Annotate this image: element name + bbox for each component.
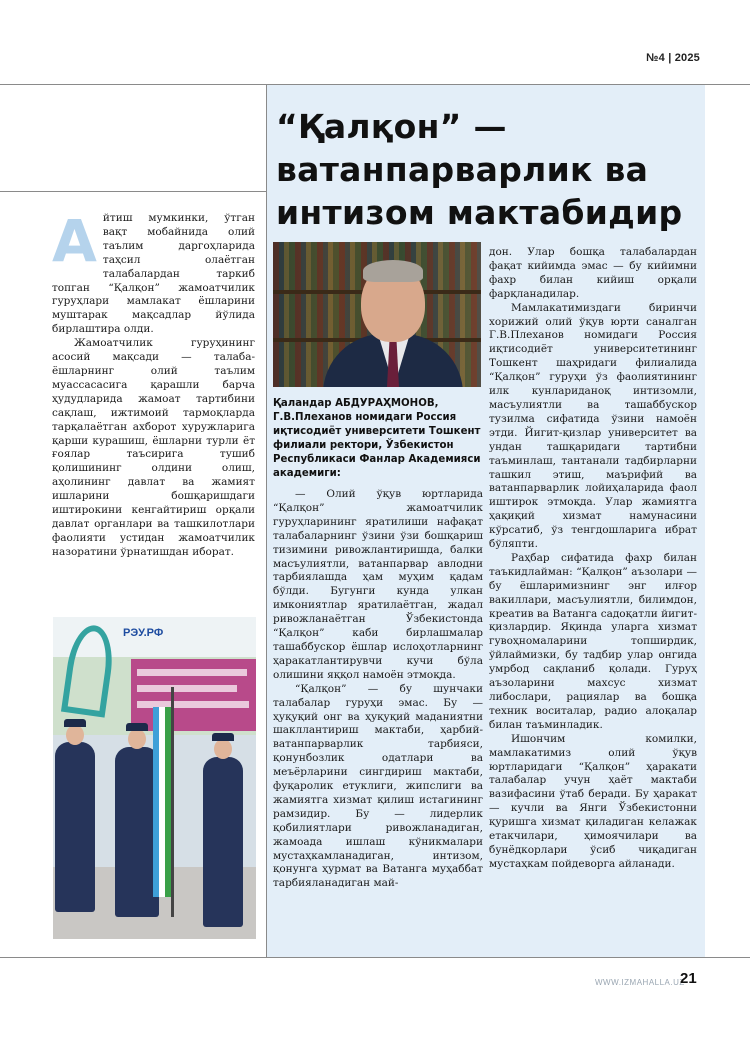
- uzbekistan-flag: [153, 707, 171, 897]
- right-paragraph-4: Ишончим комилки, мамлакатимиз олий ўқув юртларидаги “Қалқон” ҳаракати талабалар учун ҳаёт мактаби вазифасини ўтаб беради. Бу ҳаракат — кучли ва Янги Ўзбекистонни қуришга хизмат қиладиган келажак етакчилари, ҳимоячилари ва бунёдкорлари ўсиб чиқадиган мустаҳкам пойдеворга айланади.: [489, 732, 697, 870]
- middle-paragraph-1: — Олий ўқув юртларида “Қалқон” жамоатчилик гуруҳларининг яратилиши нафақат талабаларнинг ўзини ўзи бошқариш тизимини ривожлантиришда, балки масъулиятли, ватанпарвар авлодни тарбиялашда ҳам муҳим қадам бўлди. Бугунги кунда улкан имкониятлар яратилаётган, жадал ривожланаётган Ўзбекистонда “Қалқон” каби бирлашмалар ташаббускор ёшлар ислоҳотларнинг ҳаракатлантирувчи кучи бўла олишини яққол намоён этмоқда.: [273, 488, 483, 681]
- middle-paragraph-2: “Қалқон” — бу шунчаки талабалар гуруҳи эмас. Бу — ҳуқуқий онг ва ҳуқуқий маданиятни шакллантириш мактаби, ҳарбий-ватанпарварлик тарбияси, қонунбозлик одатлари ва меъёрларини сингдириш мактаби, фуқаролик етуклиги, жипслиги ва жамиятга хизмат қилиш истагининг рамзидир. Бу — лидерлик қобилиятлари ривожланадиган, жамоада ишлаш кўникмалари мустаҳкамланадиган, интизом, қонунга ҳурмат ва Ватанга муҳаббат тарбияланадиган май-: [273, 682, 483, 890]
- left-column: [52, 207, 255, 560]
- bottom-divider: [0, 957, 750, 958]
- title-line-1: “Қалқон” —: [276, 107, 507, 146]
- left-paragraph-2: Жамоатчилик гуруҳининг асосий мақсади — талаба-ёшларнинг олий таълим муассасасига қарашли барча ҳудудларида жамоат тартибини сақлаш, ижтимоий тармоқларда тарқалаётган ахборот хуружларига қарши курашиш, ёшларни турли ёт ғоялар таъсирига тушиб қолишининг олдини олиш, аҳолининг давлат ва жамият ишларини бошқаришдаги иштирокини кенгайтириш орқали давлат органлари ва ташкилотлари фаолияти устидан жамоатчилик назоратини ўрнатишдан иборат.: [52, 337, 255, 558]
- left-paragraph-1-text: йтиш мумкинки, ўтган вақт мобайнида олий таълим даргоҳларида таҳсил олаётган талабалардан таркиб топган “Қалқон” жамоатчилик гуруҳлари мамлакат ёшларини муштарак мақсадлар йўлида бирлаштира олди.: [52, 212, 255, 336]
- right-paragraph-1: дон. Улар бошқа талабалардан фақат кийимда эмас — бу кийимни фахр билан кийиш орқали фарқланадилар.: [489, 246, 697, 300]
- right-column: [489, 246, 697, 872]
- right-paragraph-2: Мамлакатимиздаги биринчи хорижий олий ўқув юрти саналган Г.В.Плеханов номидаги Россия иқтисодиёт университетининг Тошкент шаҳридаги филиалида “Қалқон” гуруҳи ўз фаолиятининг илк кунлариданоқ интизомли, масъулиятли ва ташаббускор тузилма сифатида ўзини намоён этди. Йигит-қизлар университет ва ундан ташқаридаги тартибни таъминлаш, тантанали тадбирларни ташкил этиш, маърифий ва ватанпарварлик лойиҳаларида фаол иштирок этмоқда. Улар жамиятга ҳақиқий хизмат намунасини кўрсатиб, ўз тенгдошларига ибрат бўляпти.: [489, 301, 697, 551]
- column-divider: [266, 84, 267, 957]
- rector-portrait: [273, 242, 481, 387]
- article-title: [276, 105, 696, 234]
- page-number: 21: [680, 970, 697, 987]
- portrait-caption: Қаландар АБДУРАҲМОНОВ, Г.В.Плеханов номидаги Россия иқтисодиёт университети Тошкент филиали ректори, Ўзбекистон Республикаси Фанлар Академияси академиги:: [273, 398, 481, 479]
- title-line-3: интизом мактабидир: [276, 193, 683, 232]
- cadet: [55, 742, 95, 912]
- university-logo: РЭУ.РФ: [123, 627, 164, 639]
- title-line-2: ватанпарварлик ва: [276, 150, 649, 189]
- middle-column: [273, 488, 483, 891]
- right-paragraph-3: Раҳбар сифатида фахр билан таъкидлайман: “Қалқон” аъзолари — бу ёшларимизнинг энг илғор вакиллари, масъулиятли, билимдон, креатив ва Ватанга садоқатли йигит-қизлардир. Яқинда уларга хизмат гувоҳномаларини топширдик, ўйлаймизки, бу тадбир улар онгида умрбод сақланиб қолади. Гуруҳ аъзоларини махсус хизмат либослари, рациялар ва бошқа техник воситалар, радио алоқалар билан таъминладик.: [489, 551, 697, 731]
- footer-url: WWW.IZMAHALLA.UZ: [595, 978, 685, 987]
- issue-number: №4 | 2025: [646, 52, 700, 64]
- left-divider: [0, 191, 266, 192]
- left-paragraph-1: [52, 207, 255, 337]
- cadets-photo: [53, 617, 256, 939]
- cadet: [203, 757, 243, 927]
- drop-cap: А: [52, 207, 97, 275]
- flag-pole: [171, 687, 174, 917]
